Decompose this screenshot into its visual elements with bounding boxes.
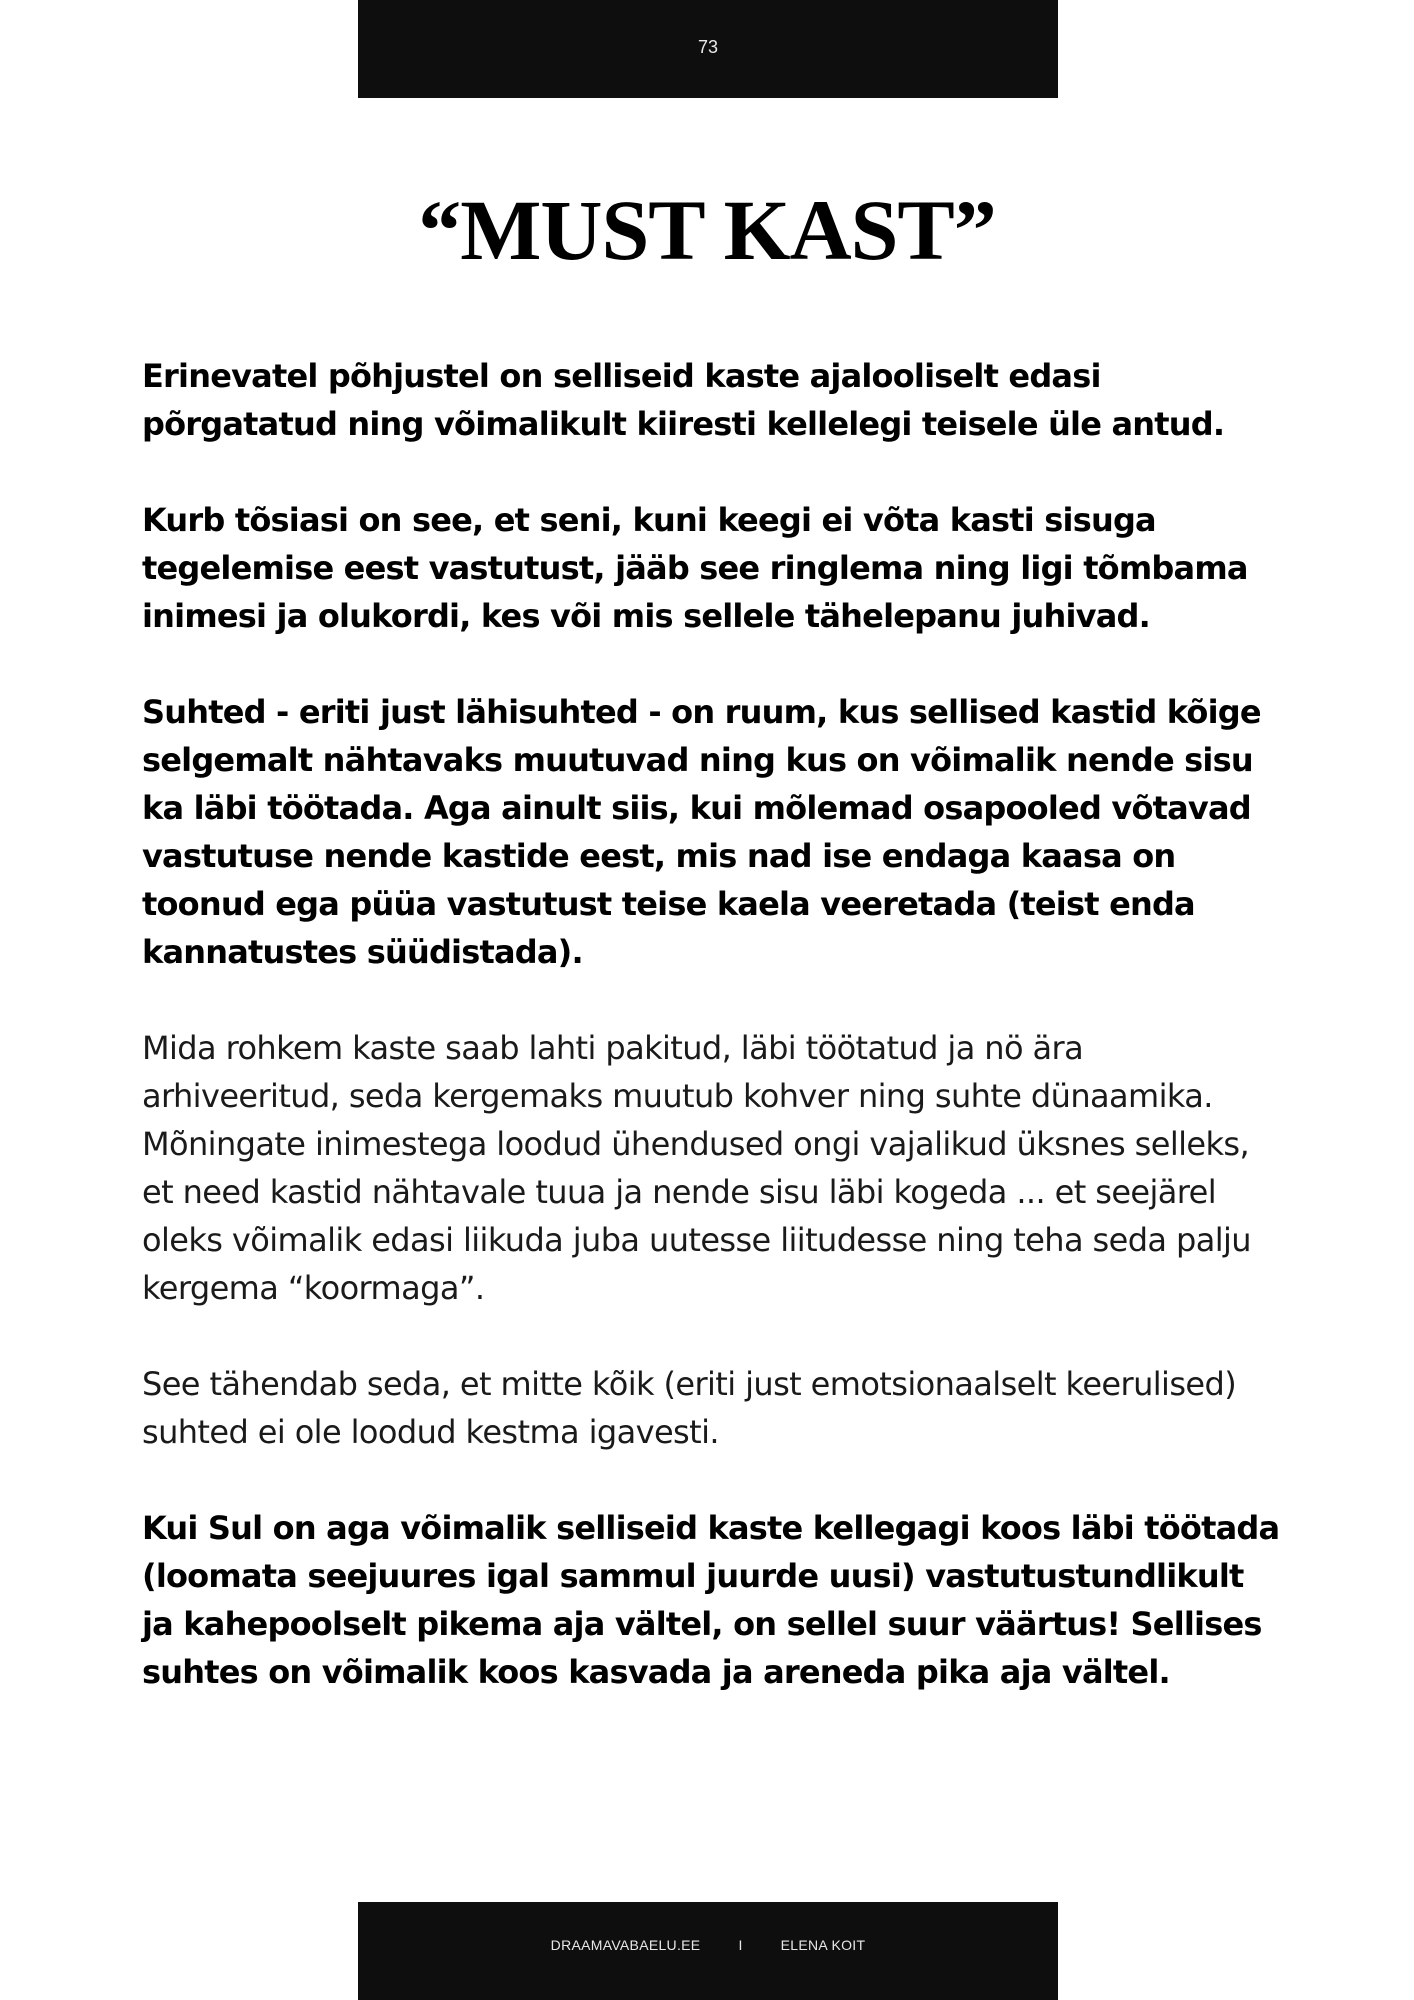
paragraph-1: Erinevatel põhjustel on selliseid kaste ajalooliselt edasi põrgatatud ning võimalikult kiiresti kellelegi teisele üle antud. bbox=[142, 357, 1225, 443]
paragraph-4: Mida rohkem kaste saab lahti pakitud, läbi töötatud ja nö ära arhiveeritud, seda kergemaks muutub kohver ning suhte dünaamika. bbox=[142, 1029, 1213, 1115]
paragraph-6: See tähendab seda, et mitte kõik (eriti just emotsionaalselt keerulised) suhted ei ole loodud kestma igavesti. bbox=[142, 1365, 1237, 1451]
body-text bbox=[142, 352, 1282, 1744]
paragraph-7: Kui Sul on aga võimalik selliseid kaste kellegagi koos läbi töötada (loomata seejuures igal sammul juurde uusi) vastutustundlikult ja kahepoolselt pikema aja vältel, on sellel suur väärtus! Sellises suhtes on võimalik koos kasvada ja areneda pika aja vältel. bbox=[142, 1509, 1280, 1691]
page-number: 73 bbox=[697, 36, 719, 57]
paragraph-2: Kurb tõsiasi on see, et seni, kuni keegi ei võta kasti sisuga tegelemise eest vastutust, jääb see ringlema ning ligi tõmbama inimesi ja olukordi, kes või mis sellele tähelepanu juhivad. bbox=[142, 501, 1248, 635]
paragraph-3: Suhted - eriti just lähisuhted - on ruum, kus sellised kastid kõige selgemalt nähtavaks muutuvad ning kus on võimalik nende sisu ka läbi töötada. Aga ainult siis, kui mõlemad osapooled võtavad vastutuse nende kastide eest, mis nad ise endaga kaasa on toonud ega püüa vastutust teise kaela veeretada (teist enda kannatustes süüdistada). bbox=[142, 693, 1261, 971]
footer-bar bbox=[358, 1902, 1058, 2000]
paragraph-5: Mõningate inimestega loodud ühendused ongi vajalikud üksnes selleks, et need kastid nähtavale tuua ja nende sisu läbi kogeda ... et seejärel oleks võimalik edasi liikuda juba uutesse liitudesse ning teha seda palju kergema “koormaga”. bbox=[142, 1125, 1251, 1307]
footer-site: DRAAMAVABAELU.EE bbox=[550, 1937, 701, 1953]
page-title: “MUST KAST” bbox=[418, 182, 996, 278]
footer-separator: I bbox=[738, 1937, 743, 1953]
footer-author: ELENA KOIT bbox=[780, 1937, 866, 1953]
header-bar bbox=[358, 0, 1058, 98]
